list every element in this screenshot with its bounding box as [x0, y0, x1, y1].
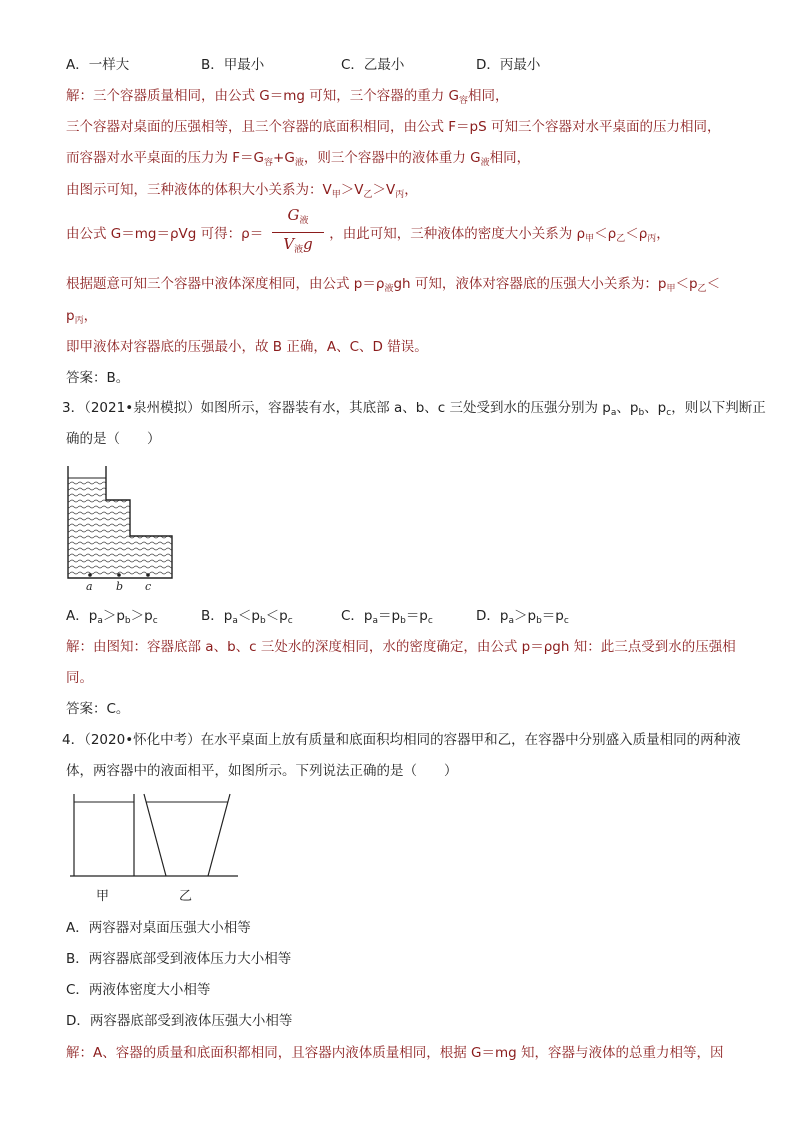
q4-option-c: C．两液体密度大小相等: [66, 982, 211, 998]
q2-option-b: B．甲最小: [201, 57, 265, 73]
container-jia: [74, 794, 134, 876]
q2-solution-line-3: 而容器对水平桌面的压力为 $F=G_容+G_液$，则三个容器中的液体重力 $G_液$相同，: [66, 150, 531, 168]
q4-stem-line-2: 体，两容器中的液面相平，如图所示。下列说法正确的是（ ）: [66, 763, 458, 779]
q2-option-d: D．丙最小: [476, 57, 541, 73]
q2-solution-line-7: $p_丙$，: [66, 308, 98, 326]
q2-solution-line-1: 解：三个容器质量相同，由公式 G＝mg 可知，三个容器的重力 $G_容$相同，: [66, 88, 509, 106]
q3-option-a: A．$p_a>p_b>p_c$: [66, 608, 158, 626]
water-fill: [68, 478, 172, 578]
q4-solution-line-1: 解：A、容器的质量和底面积都相同，且容器内液体质量相同，根据 G＝mg 知，容器与液体的总重力相等，因: [66, 1045, 724, 1061]
density-fraction: $G_液$ $V_液g$: [272, 206, 324, 259]
label-a: a: [86, 580, 93, 593]
q2-solution-line-4: 由图示可知，三种液体的体积大小关系为：$V_甲>V_乙>V_丙$，: [66, 182, 418, 200]
q3-container-figure: [62, 462, 182, 594]
container-yi: [144, 794, 230, 876]
q4-option-b: B．两容器底部受到液体压力大小相等: [66, 951, 292, 967]
label-b: b: [116, 580, 124, 593]
label-yi: 乙: [179, 889, 193, 904]
label-jia: 甲: [96, 889, 110, 904]
q4-option-d: D．两容器底部受到液体压强大小相等: [66, 1013, 293, 1029]
point-b: [117, 573, 121, 577]
point-a: [88, 573, 92, 577]
q2-solution-line-2: 三个容器对桌面的压强相等，且三个容器的底面积相同，由公式 F＝pS 可知三个容器对水平桌面的压力相同，: [66, 119, 721, 135]
q3-option-d: D．$p_a>p_b=p_c$: [476, 608, 569, 626]
q3-solution-line-2: 同。: [66, 670, 93, 686]
q4-containers-figure: [66, 790, 246, 906]
q2-solution-line-6: 根据题意可知三个容器中液体深度相同，由公式 $p=\rho_液gh$ 可知，液体对容器底的压强大小关系为：$p_甲<p_乙<$: [66, 276, 721, 294]
q3-answer: 答案：C。: [66, 701, 130, 717]
q4-stem-line-1: 4．（2020•怀化中考）在水平桌面上放有质量和底面积均相同的容器甲和乙，在容器中分别盛入质量相同的两种液: [62, 732, 741, 748]
point-c: [146, 573, 150, 577]
q3-option-b: B．$p_a<p_b<p_c$: [201, 608, 293, 626]
q3-stem-line-1: 3．（2021•泉州模拟）如图所示，容器装有水，其底部 a、b、c 三处受到水的压强分别为 $p_a$、$p_b$、$p_c$，则以下判断正: [62, 400, 766, 418]
q2-answer: 答案：B。: [66, 370, 130, 386]
q2-option-c: C．乙最小: [341, 57, 405, 73]
q4-option-a: A．两容器对桌面压强大小相等: [66, 920, 251, 936]
q3-solution-line-1: 解：由图知：容器底部 a、b、c 三处水的深度相同，水的密度确定，由公式 p＝ρgh 知：此三点受到水的压强相: [66, 639, 736, 655]
q3-stem-line-2: 确的是（ ）: [66, 431, 161, 447]
q2-solution-line-8: 即甲液体对容器底的压强最小，故 B 正确，A、C、D 错误。: [66, 339, 428, 355]
q3-option-c: C．$p_a=p_b=p_c$: [341, 608, 433, 626]
q2-option-a: A．一样大: [66, 57, 130, 73]
q2-solution-line-5: 由公式 G＝mg＝ρVg 可得：ρ＝ ，由此可知，三种液体的密度大小关系为 $\rho_甲<\rho_乙<\rho_丙$，: [66, 226, 670, 244]
label-c: c: [145, 580, 152, 593]
